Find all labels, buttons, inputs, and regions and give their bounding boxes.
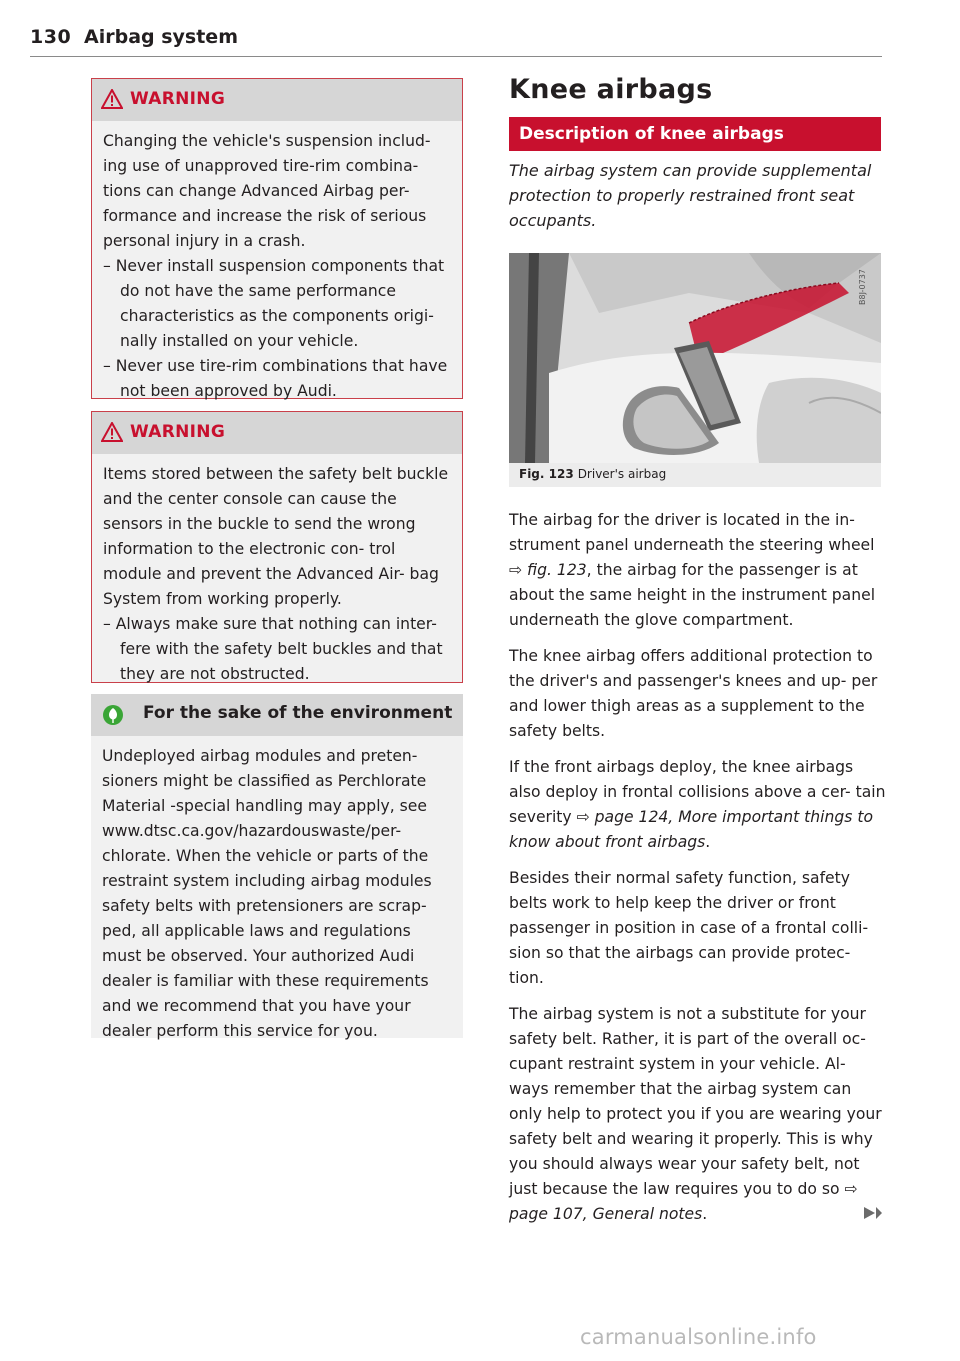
environment-label: For the sake of the environment — [143, 703, 453, 723]
page-number: 130 — [30, 26, 72, 48]
figure-label: Fig. 123 — [519, 467, 574, 481]
text-span: . — [705, 833, 711, 851]
warning-label: WARNING — [130, 89, 226, 109]
figure-caption — [509, 463, 881, 485]
figure-knee-airbag — [509, 253, 881, 487]
page-reference-link[interactable]: ⇨ page 124, More important things to know about front airbags — [509, 808, 873, 851]
environment-text: Undeployed airbag modules and preten- sioners might be classified as Perchlorate Material -special handling may apply, see www.dtsc.ca.gov/hazardouswaste/per- chlorate. When the vehicle or parts of the restraint system including airbag modules safety belts with pretensioners are scrap- ped, all applicable laws and regulations must be observed. Your authorized Audi dealer is familiar with these requirements and we recommend that you have your dealer perform this service for you. — [102, 747, 432, 1040]
page-header — [30, 24, 882, 57]
warning-label: WARNING — [130, 422, 226, 442]
warning-box-suspension — [91, 78, 463, 399]
warning-text: Items stored between the safety belt buckle and the center console can cause the sensors in the buckle to send the wrong information to the electronic con- trol module and prevent the Advanced Air- bag System from working properly. — [103, 465, 449, 608]
knee-airbag-illustration — [509, 253, 881, 463]
paragraph-protection: The knee airbag offers additional protection to the driver's and passenger's knees and up- per and lower thigh areas as a supplement to the safety belts. — [509, 647, 878, 740]
warning-text: Changing the vehicle's suspension includ- ing use of unapproved tire-rim combina- tions can change Advanced Airbag per- formance and increase the risk of serious personal injury in a crash. — [103, 132, 431, 250]
intro-text: The airbag system can provide supplemental protection to properly restrained front seat occupants. — [509, 161, 872, 230]
text-span: , the airbag for the passenger is at about the same height in the instrument panel underneath the glove compartment. — [509, 561, 876, 629]
watermark: carmanualsonline.info — [580, 1325, 817, 1349]
section-title: Airbag system — [84, 26, 238, 48]
warning-list-item: – Never install suspension components that do not have the same performance characteristics as the components origi- nally installed on your vehicle. — [103, 257, 445, 350]
paragraph-deployment — [509, 755, 889, 855]
warning-list-item: – Always make sure that nothing can inter- fere with the safety belt buckles and that they are not obstructed. — [103, 615, 443, 683]
paragraph-safety-belts: Besides their normal safety function, safety belts work to help keep the driver or front passenger in position in case of a frontal colli- sion so that the airbags can provide protec- tion. — [509, 869, 869, 987]
warning-header — [92, 412, 462, 454]
paragraph-location — [509, 508, 889, 633]
figure-reference-link[interactable]: ⇨ fig. 123 — [509, 561, 587, 579]
warning-header — [92, 79, 462, 121]
section-heading: Knee airbags — [509, 74, 713, 105]
text-span: If the front airbags deploy, the knee airbags also deploy in frontal collisions above a cer- tain severity — [509, 758, 886, 826]
text-span: The airbag for the driver is located in the in- strument panel underneath the steering wheel — [509, 511, 875, 554]
text-span: . — [702, 1205, 708, 1223]
warning-box-safety-belt — [91, 411, 463, 683]
text-span: The airbag system is not a substitute for your safety belt. Rather, it is part of the overall oc- cupant restraint system in your vehicle. Al- ways remember that the airbag system can only help to protect you if you are wearing your safety belt and wearing it properly. This is why you should always wear your safety belt, not just because the law requires you to do so — [509, 1005, 882, 1198]
subheading-bar: Description of knee airbags — [509, 117, 881, 151]
environment-box — [91, 694, 463, 1038]
environment-header — [91, 694, 463, 736]
continue-arrow-icon — [876, 1207, 882, 1219]
page-reference-link[interactable]: ⇨ page 107, General notes — [509, 1180, 858, 1223]
paragraph-not-substitute — [509, 1002, 889, 1227]
warning-list-item: – Never use tire-rim combinations that have not been approved by Audi. — [103, 357, 448, 400]
continue-arrow-icon — [864, 1207, 875, 1219]
figure-caption-text: Driver's airbag — [577, 467, 667, 481]
leaf-icon — [102, 704, 124, 726]
figure-code: B8J-0737 — [858, 269, 867, 305]
warning-triangle-icon — [101, 422, 123, 442]
warning-triangle-icon — [101, 89, 123, 109]
